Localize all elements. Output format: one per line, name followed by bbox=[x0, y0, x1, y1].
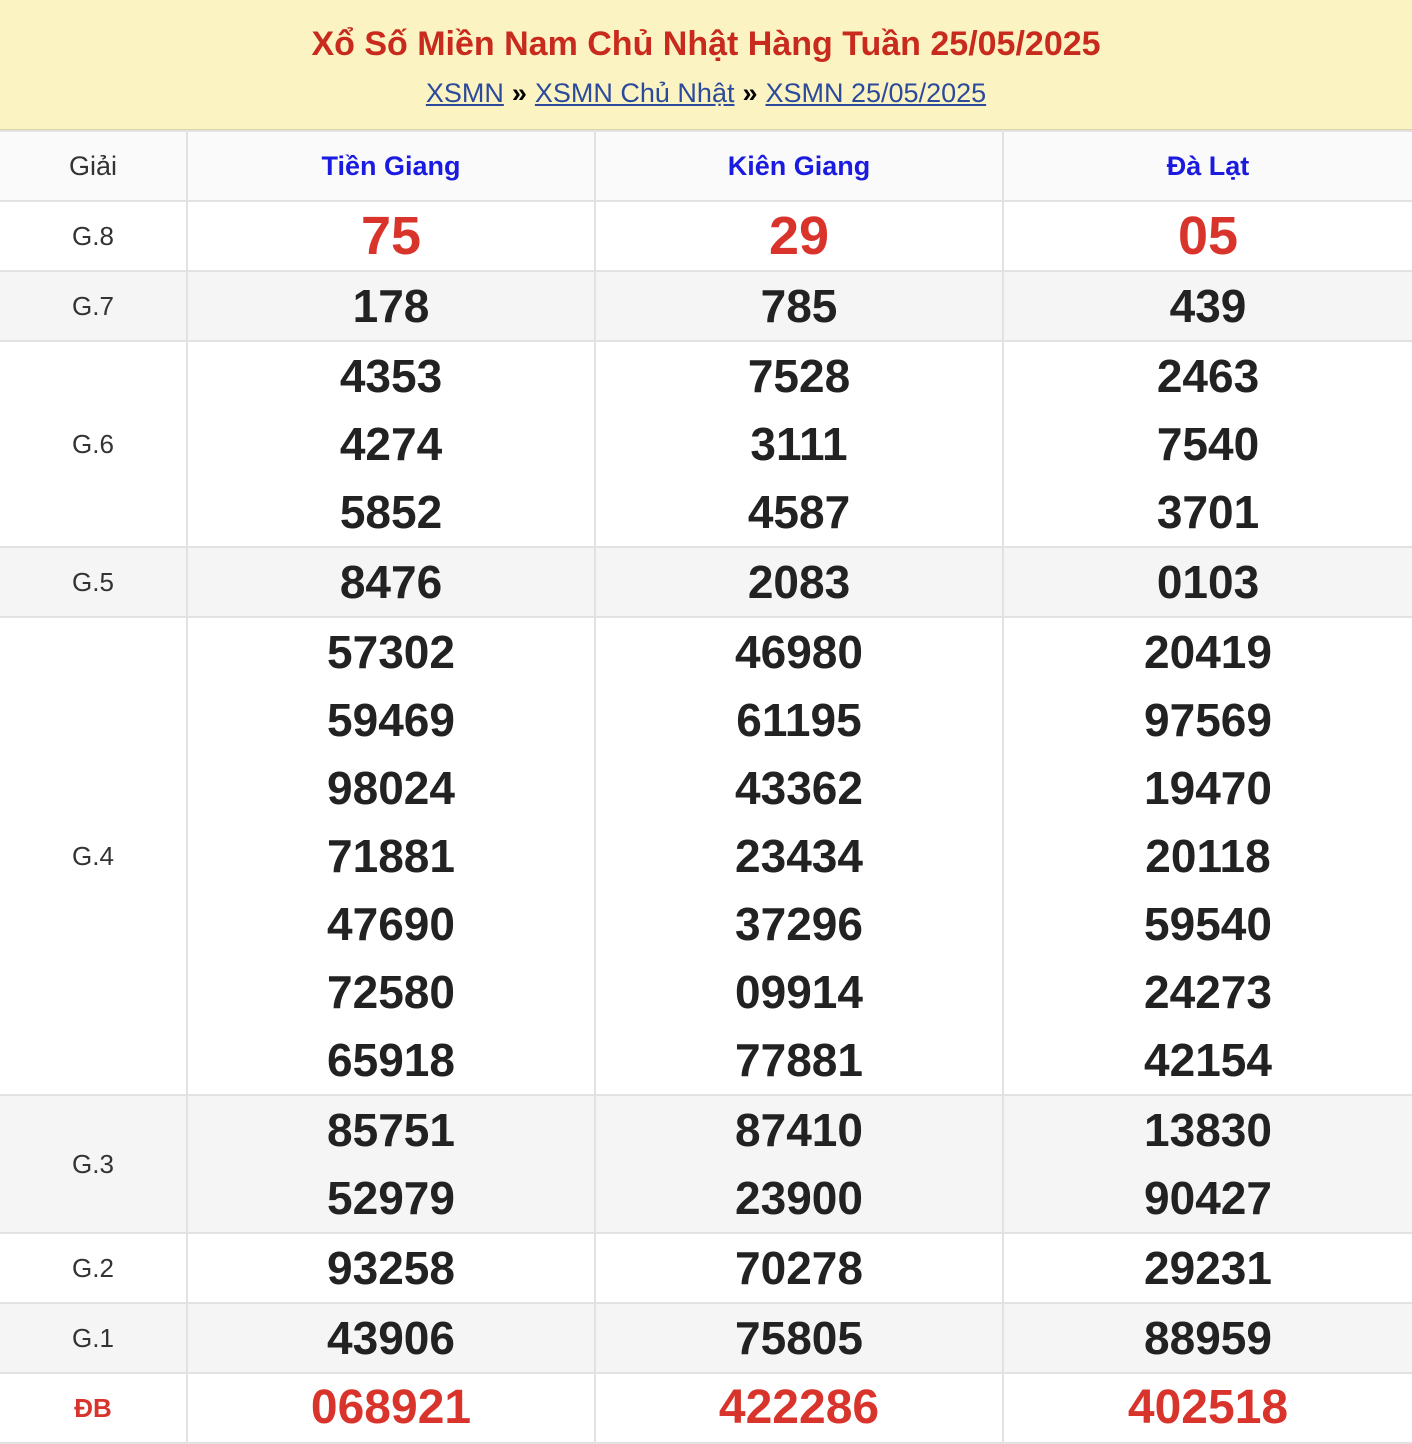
winning-number: 71881 bbox=[327, 830, 455, 882]
winning-number: 75805 bbox=[735, 1312, 863, 1364]
result-cell-tien-giang bbox=[187, 1303, 595, 1373]
winning-number: 2463 bbox=[1156, 350, 1260, 402]
winning-number: 37296 bbox=[735, 898, 863, 950]
result-cell-da-lat bbox=[1003, 341, 1412, 547]
province-header-tien-giang[interactable]: Tiền Giang bbox=[187, 131, 595, 201]
winning-number: 47690 bbox=[327, 898, 455, 950]
lottery-results-table bbox=[0, 130, 1412, 1444]
result-cell-kien-giang bbox=[595, 201, 1003, 271]
winning-number: 70278 bbox=[735, 1242, 863, 1294]
prize-label: G.7 bbox=[0, 271, 187, 341]
result-cell-da-lat bbox=[1003, 1303, 1412, 1373]
winning-number: 09914 bbox=[735, 966, 863, 1018]
breadcrumb-link-xsmn-sunday[interactable]: XSMN Chủ Nhật bbox=[534, 78, 735, 108]
breadcrumb-link-xsmn-date[interactable]: XSMN 25/05/2025 bbox=[765, 78, 987, 108]
prize-label: G.5 bbox=[0, 547, 187, 617]
result-cell-kien-giang bbox=[595, 1373, 1003, 1443]
table-header-row bbox=[0, 131, 1412, 201]
result-cell-tien-giang bbox=[187, 341, 595, 547]
prize-label: G.3 bbox=[0, 1095, 187, 1233]
winning-number: 402518 bbox=[1127, 1381, 1289, 1434]
prize-row bbox=[0, 1303, 1412, 1373]
result-cell-kien-giang bbox=[595, 1095, 1003, 1233]
prize-row bbox=[0, 617, 1412, 1095]
winning-number: 7540 bbox=[1156, 418, 1260, 470]
result-cell-kien-giang bbox=[595, 547, 1003, 617]
winning-number: 98024 bbox=[327, 762, 455, 814]
prize-row bbox=[0, 1233, 1412, 1303]
prize-label: G.2 bbox=[0, 1233, 187, 1303]
result-cell-da-lat bbox=[1003, 617, 1412, 1095]
winning-number: 43906 bbox=[327, 1312, 455, 1364]
winning-number: 59469 bbox=[327, 694, 455, 746]
prize-label: G.1 bbox=[0, 1303, 187, 1373]
winning-number: 61195 bbox=[736, 694, 862, 746]
winning-number: 57302 bbox=[327, 626, 455, 678]
winning-number: 23434 bbox=[735, 830, 863, 882]
prize-label: G.6 bbox=[0, 341, 187, 547]
winning-number: 46980 bbox=[735, 626, 863, 678]
result-cell-kien-giang bbox=[595, 1233, 1003, 1303]
winning-number: 75 bbox=[360, 206, 422, 266]
winning-number: 42154 bbox=[1144, 1034, 1272, 1086]
winning-number: 4353 bbox=[339, 350, 443, 402]
winning-number: 29231 bbox=[1144, 1242, 1272, 1294]
winning-number: 88959 bbox=[1144, 1312, 1272, 1364]
winning-number: 3701 bbox=[1156, 486, 1260, 538]
winning-number: 4587 bbox=[747, 486, 851, 538]
winning-number: 43362 bbox=[735, 762, 863, 814]
winning-number: 422286 bbox=[718, 1381, 880, 1434]
breadcrumb-link-xsmn[interactable]: XSMN bbox=[425, 78, 504, 108]
province-header-da-lat[interactable]: Đà Lạt bbox=[1003, 131, 1412, 201]
result-cell-da-lat bbox=[1003, 1233, 1412, 1303]
winning-number: 0103 bbox=[1156, 556, 1260, 608]
prize-row bbox=[0, 201, 1412, 271]
winning-number: 23900 bbox=[735, 1172, 863, 1224]
result-cell-tien-giang bbox=[187, 201, 595, 271]
winning-number: 52979 bbox=[327, 1172, 455, 1224]
prize-row bbox=[0, 1373, 1412, 1443]
winning-number: 24273 bbox=[1144, 966, 1272, 1018]
winning-number: 85751 bbox=[327, 1104, 455, 1156]
winning-number: 77881 bbox=[735, 1034, 863, 1086]
result-cell-kien-giang bbox=[595, 1303, 1003, 1373]
province-header-kien-giang[interactable]: Kiên Giang bbox=[595, 131, 1003, 201]
winning-number: 29 bbox=[768, 206, 830, 266]
prize-column-header: Giải bbox=[0, 131, 187, 201]
prize-row bbox=[0, 1095, 1412, 1233]
winning-number: 93258 bbox=[327, 1242, 455, 1294]
winning-number: 05 bbox=[1177, 206, 1239, 266]
winning-number: 2083 bbox=[747, 556, 851, 608]
result-cell-kien-giang bbox=[595, 341, 1003, 547]
page-title: Xổ Số Miền Nam Chủ Nhật Hàng Tuần 25/05/2025 bbox=[311, 25, 1101, 63]
prize-row bbox=[0, 341, 1412, 547]
breadcrumb-separator: » bbox=[742, 78, 758, 108]
prize-row bbox=[0, 271, 1412, 341]
result-cell-tien-giang bbox=[187, 271, 595, 341]
result-cell-da-lat bbox=[1003, 201, 1412, 271]
winning-number: 5852 bbox=[339, 486, 443, 538]
result-cell-da-lat bbox=[1003, 1373, 1412, 1443]
breadcrumb-separator: » bbox=[511, 78, 527, 108]
winning-number: 19470 bbox=[1144, 762, 1272, 814]
winning-number: 97569 bbox=[1144, 694, 1272, 746]
winning-number: 20419 bbox=[1144, 626, 1272, 678]
result-cell-tien-giang bbox=[187, 1373, 595, 1443]
winning-number: 3111 bbox=[750, 418, 848, 470]
result-cell-tien-giang bbox=[187, 1095, 595, 1233]
winning-number: 65918 bbox=[327, 1034, 455, 1086]
prize-row bbox=[0, 547, 1412, 617]
winning-number: 068921 bbox=[310, 1381, 472, 1434]
result-cell-tien-giang bbox=[187, 617, 595, 1095]
winning-number: 90427 bbox=[1144, 1172, 1272, 1224]
winning-number: 72580 bbox=[327, 966, 455, 1018]
prize-label: ĐB bbox=[0, 1373, 187, 1443]
result-cell-kien-giang bbox=[595, 617, 1003, 1095]
winning-number: 7528 bbox=[747, 350, 851, 402]
result-cell-kien-giang bbox=[595, 271, 1003, 341]
winning-number: 8476 bbox=[339, 556, 443, 608]
winning-number: 4274 bbox=[339, 418, 443, 470]
page-header bbox=[0, 0, 1412, 130]
winning-number: 59540 bbox=[1144, 898, 1272, 950]
winning-number: 87410 bbox=[735, 1104, 863, 1156]
breadcrumb bbox=[0, 77, 1412, 109]
result-cell-tien-giang bbox=[187, 1233, 595, 1303]
winning-number: 439 bbox=[1169, 280, 1247, 332]
prize-label: G.8 bbox=[0, 201, 187, 271]
result-cell-da-lat bbox=[1003, 271, 1412, 341]
result-cell-tien-giang bbox=[187, 547, 595, 617]
prize-label: G.4 bbox=[0, 617, 187, 1095]
winning-number: 178 bbox=[352, 280, 430, 332]
winning-number: 785 bbox=[760, 280, 838, 332]
result-cell-da-lat bbox=[1003, 547, 1412, 617]
result-cell-da-lat bbox=[1003, 1095, 1412, 1233]
winning-number: 13830 bbox=[1144, 1104, 1272, 1156]
winning-number: 20118 bbox=[1145, 830, 1271, 882]
